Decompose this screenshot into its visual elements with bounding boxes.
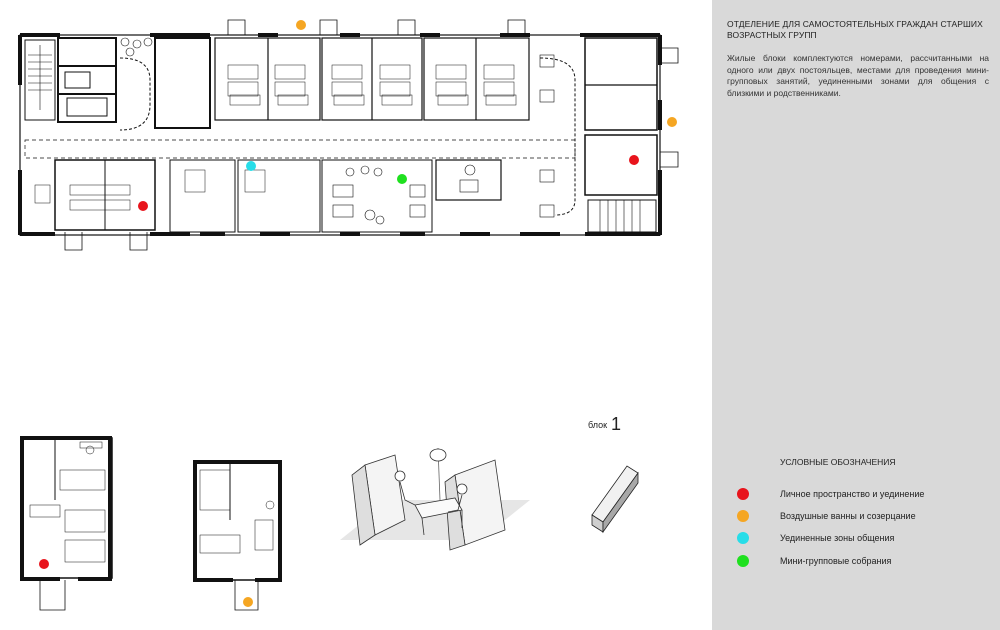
block-number: 1 xyxy=(611,414,622,434)
block-label-text: блок xyxy=(588,420,608,430)
cyan-dot-icon xyxy=(737,532,749,544)
legend-label: Воздушные ванны и созерцание xyxy=(780,511,916,521)
panel-title: ОТДЕЛЕНИЕ ДЛЯ САМОСТОЯТЕЛЬНЫХ ГРАЖДАН СТАРШИХ ВОЗРАСТНЫХ ГРУПП xyxy=(727,19,983,40)
legend-item-air xyxy=(737,509,916,523)
orange-dot-icon xyxy=(737,510,749,522)
legend-label: Мини-групповые собрания xyxy=(780,556,892,566)
panel-description: Жилые блоки комплектуются номерами, рассчитанными на одного или двух постояльцев, местами для проведения мини-групповых занятий, уединенными зонами для общения с близкими и родственниками. xyxy=(727,53,989,98)
block-label xyxy=(588,414,621,435)
booth-axonometric xyxy=(340,448,530,550)
legend-label: Уединенные зоны общения xyxy=(780,533,895,543)
legend-item-secluded xyxy=(737,531,894,545)
floor-plan xyxy=(18,20,678,250)
legend-label: Личное пространство и уединение xyxy=(780,489,925,499)
green-dot-icon xyxy=(737,555,749,567)
legend-title: УСЛОВНЫЕ ОБОЗНАЧЕНИЯ xyxy=(780,457,896,467)
red-dot-icon xyxy=(737,488,749,500)
room-plan-double xyxy=(20,436,112,610)
block-1-volume xyxy=(592,466,638,532)
legend-item-personal xyxy=(737,487,924,501)
legend-item-group xyxy=(737,554,891,568)
room-plan-single xyxy=(193,460,282,610)
